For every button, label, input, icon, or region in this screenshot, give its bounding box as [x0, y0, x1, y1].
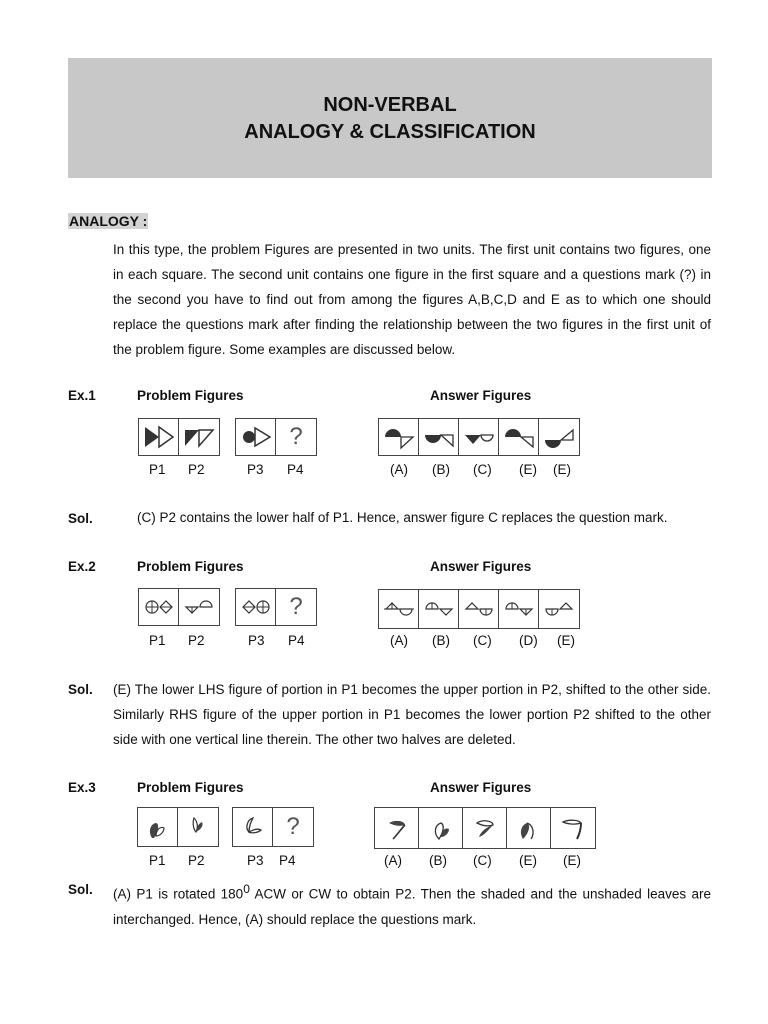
- example-label: Ex.1: [68, 388, 96, 403]
- page-title-line-1: NON-VERBAL: [323, 94, 457, 116]
- figure-p1: [139, 589, 179, 625]
- caption: (C): [473, 462, 492, 477]
- caption: P3: [248, 633, 265, 648]
- problem-figures-heading: Problem Figures: [137, 388, 244, 403]
- answer-figures-ex2: [378, 589, 580, 629]
- caption: (E): [519, 853, 537, 868]
- caption: P4: [287, 462, 304, 477]
- caption: (B): [432, 633, 450, 648]
- problem-unit-2: [235, 418, 317, 456]
- answer-figure-e: [539, 419, 579, 455]
- problem-unit-2: [232, 807, 314, 847]
- figure-p2: [178, 808, 218, 846]
- problem-unit-1: [138, 418, 220, 456]
- problem-figures-heading: Problem Figures: [137, 559, 244, 574]
- answer-figure-b: [419, 808, 463, 848]
- caption: (B): [429, 853, 447, 868]
- answer-figure-e: [539, 590, 579, 628]
- section-heading: ANALOGY :: [69, 213, 148, 229]
- figure-p4: ?: [286, 813, 300, 840]
- solution-label: Sol.: [68, 882, 93, 897]
- answer-figures-heading: Answer Figures: [430, 388, 532, 403]
- caption: (B): [432, 462, 450, 477]
- answer-figure-b: [419, 590, 459, 628]
- answer-figures-heading: Answer Figures: [430, 559, 532, 574]
- caption: P1: [149, 462, 166, 477]
- answer-figure-d: [507, 808, 551, 848]
- answer-figures-ex3: [374, 807, 596, 849]
- caption: (E): [563, 853, 581, 868]
- example-label: Ex.3: [68, 780, 96, 795]
- caption: (E): [519, 462, 537, 477]
- page-title-line-2: ANALOGY & CLASSIFICATION: [244, 121, 536, 143]
- caption: P2: [188, 462, 205, 477]
- problem-unit-2: [235, 588, 317, 626]
- problem-unit-1: [138, 588, 220, 626]
- caption: (A): [390, 633, 408, 648]
- figure-p3: [236, 589, 276, 625]
- answer-figure-c: [459, 419, 499, 455]
- caption: P2: [188, 853, 205, 868]
- solution-label: Sol.: [68, 511, 93, 526]
- figure-p4: ?: [289, 423, 303, 450]
- solution-text: (C) P2 contains the lower half of P1. Hence, answer figure C replaces the question mark.: [137, 510, 668, 525]
- caption: P4: [288, 633, 305, 648]
- caption: P4: [279, 853, 296, 868]
- figure-p1: [138, 808, 178, 846]
- caption: (D): [519, 633, 538, 648]
- solution-text: (A) P1 is rotated $180^0$ ACW or CW to obtain P2. Then the shaded and the unshaded leaves are interchanged. Hence, (A) should replace the questions mark.: [113, 882, 711, 927]
- figure-p2: [179, 589, 219, 625]
- caption: (A): [384, 853, 402, 868]
- solution-text: (E) The lower LHS figure of portion in P1 becomes the upper portion in P2, shifted to the other side. Similarly RHS figure of the upper portion in P1 becomes the lower portion P2 shifted to the other side with one vertical line therein. The other two halves are deleted.: [113, 682, 711, 747]
- example-label: Ex.2: [68, 559, 96, 574]
- figure-p3: [233, 808, 273, 846]
- problem-unit-1: [137, 807, 219, 847]
- caption: (A): [390, 462, 408, 477]
- figure-p1: [139, 419, 179, 455]
- answer-figures-ex1: [378, 418, 580, 456]
- answer-figure-b: [419, 419, 459, 455]
- intro-paragraph: In this type, the problem Figures are presented in two units. The first unit contains two figures, one in each square. The second unit contains one figure in the first square and a questions mark (?) in the second you have to find out from among the figures A,B,C,D and E as to which one should replace the questions mark after finding the relationship between the two figures in the first unit of the problem figure. Some examples are discussed below.: [113, 242, 711, 357]
- caption: P3: [247, 853, 264, 868]
- answer-figure-c: [459, 590, 499, 628]
- figure-p2: [179, 419, 219, 455]
- figure-p4: ?: [289, 593, 303, 620]
- caption: P3: [247, 462, 264, 477]
- answer-figure-c: [463, 808, 507, 848]
- caption: (E): [553, 462, 571, 477]
- caption: (C): [473, 633, 492, 648]
- caption: (C): [473, 853, 492, 868]
- answer-figure-a: [379, 419, 419, 455]
- answer-figure-e: [551, 808, 595, 848]
- solution-label: Sol.: [68, 682, 93, 697]
- problem-figures-heading: Problem Figures: [137, 780, 244, 795]
- caption: P1: [149, 633, 166, 648]
- figure-p3: [236, 419, 276, 455]
- answer-figure-d: [499, 419, 539, 455]
- answer-figure-a: [375, 808, 419, 848]
- answer-figure-d: [499, 590, 539, 628]
- answer-figures-heading: Answer Figures: [430, 780, 532, 795]
- caption: P1: [149, 853, 166, 868]
- caption: P2: [188, 633, 205, 648]
- answer-figure-a: [379, 590, 419, 628]
- title-banner: [68, 58, 712, 178]
- caption: (E): [557, 633, 575, 648]
